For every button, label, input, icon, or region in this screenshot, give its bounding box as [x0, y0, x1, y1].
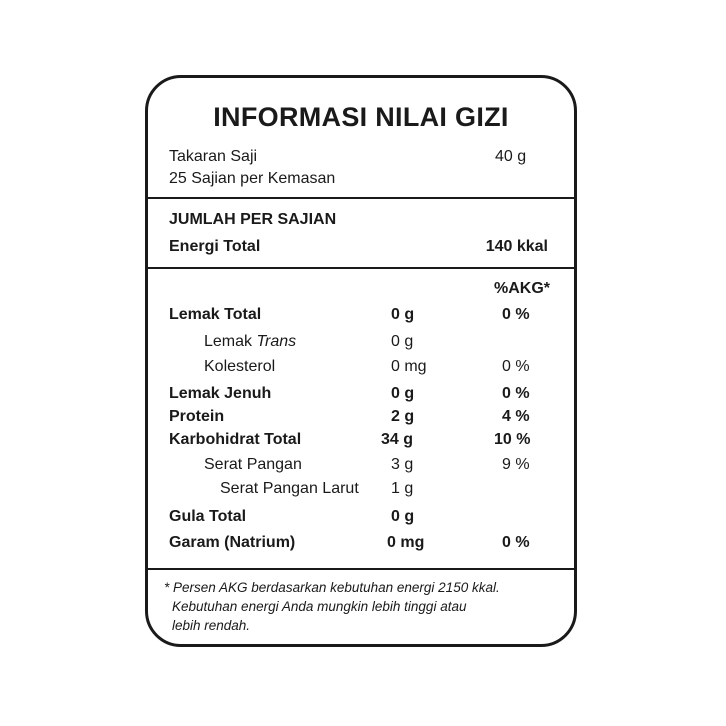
energy-total-label: Energi Total	[169, 238, 261, 255]
label-title: INFORMASI NILAI GIZI	[213, 102, 509, 132]
nutrient-label-carbohydrate: Karbohidrat Total	[169, 431, 302, 448]
serving-size-label: Takaran Saji	[169, 148, 258, 165]
nutrient-akg-sodium: 0 %	[502, 534, 530, 551]
nutrient-amount-cholesterol: 0 mg	[391, 358, 427, 375]
nutrient-label-soluble-fiber: Serat Pangan Larut	[220, 480, 359, 497]
nutrient-amount-trans-fat: 0 g	[391, 333, 414, 350]
nutrition-facts-panel	[145, 75, 577, 647]
servings-per-pack: 25 Sajian per Kemasan	[169, 170, 336, 187]
nutrient-label-saturated-fat: Lemak Jenuh	[169, 385, 272, 402]
nutrient-amount-dietary-fiber: 3 g	[391, 456, 414, 473]
nutrient-label-dietary-fiber: Serat Pangan	[204, 456, 302, 473]
nutrient-akg-cholesterol: 0 %	[502, 358, 530, 375]
footnote-line-3: lebih rendah.	[172, 618, 251, 633]
nutrient-label-total-sugar: Gula Total	[169, 508, 247, 525]
nutrient-akg-total-fat: 0 %	[502, 306, 530, 323]
nutrient-akg-protein: 4 %	[502, 408, 530, 425]
divider-bottom	[148, 568, 574, 570]
nutrient-amount-soluble-fiber: 1 g	[391, 480, 414, 497]
nutrient-label-sodium: Garam (Natrium)	[169, 534, 296, 551]
nutrient-amount-total-fat: 0 g	[391, 306, 415, 323]
nutrient-amount-total-sugar: 0 g	[391, 508, 415, 525]
trans-fat-prefix: Lemak	[204, 333, 257, 350]
divider-middle	[148, 267, 574, 269]
energy-total-value: 140 kkal	[485, 238, 548, 255]
nutrient-akg-saturated-fat: 0 %	[502, 385, 530, 402]
nutrient-amount-sodium: 0 mg	[387, 534, 425, 551]
akg-header: %AKG*	[494, 280, 551, 297]
nutrient-label-total-fat: Lemak Total	[169, 306, 262, 323]
nutrient-label-protein: Protein	[169, 408, 225, 425]
trans-fat-italic: Trans	[256, 333, 297, 350]
nutrient-label-trans-fat	[204, 333, 296, 351]
nutrient-akg-carbohydrate: 10 %	[494, 431, 531, 448]
nutrient-amount-protein: 2 g	[391, 408, 415, 425]
serving-size-value: 40 g	[495, 148, 527, 165]
divider-top	[148, 197, 574, 199]
nutrient-akg-dietary-fiber: 9 %	[502, 456, 530, 473]
footnote-line-2: Kebutuhan energi Anda mungkin lebih tinggi atau	[172, 599, 467, 614]
nutrient-amount-carbohydrate: 34 g	[381, 431, 414, 448]
nutrient-amount-saturated-fat: 0 g	[391, 385, 415, 402]
nutrient-label-cholesterol: Kolesterol	[204, 358, 276, 375]
per-serving-heading: JUMLAH PER SAJIAN	[169, 211, 337, 228]
footnote-line-1: * Persen AKG berdasarkan kebutuhan energi 2150 kkal.	[164, 580, 500, 595]
